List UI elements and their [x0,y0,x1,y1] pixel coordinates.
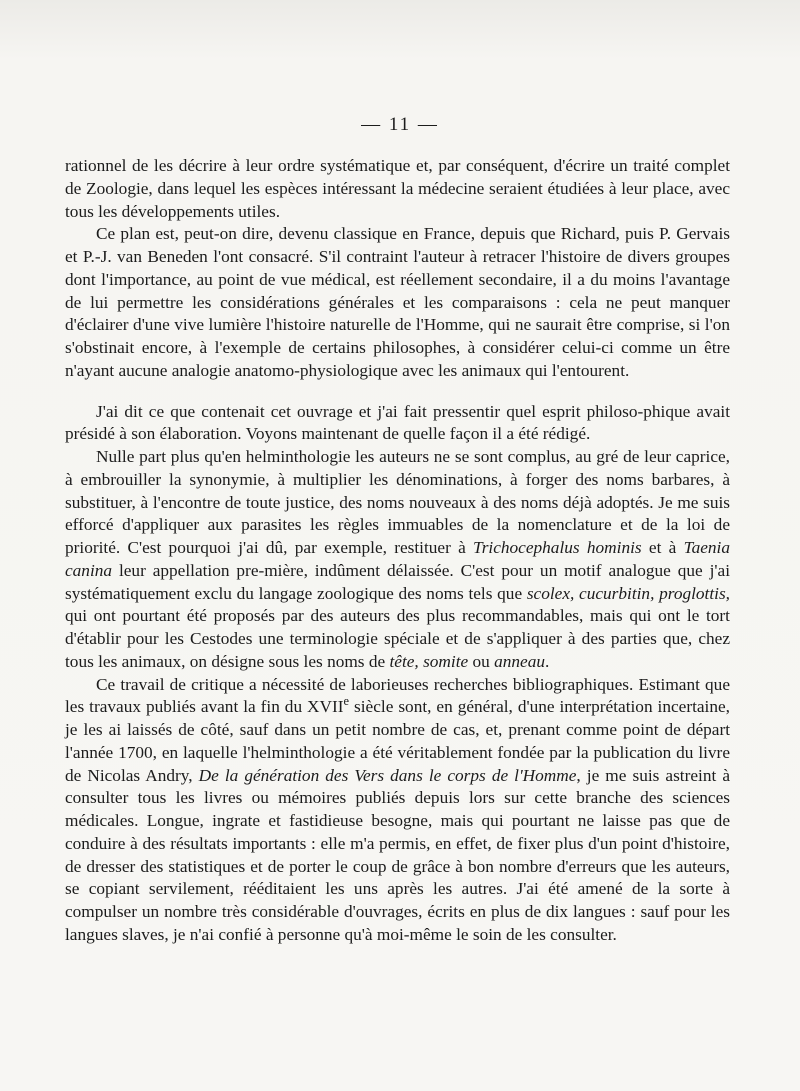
paragraph-4-text-b: et à [641,538,684,557]
italic-term-trichocephalus: Trichocephalus hominis [473,538,642,557]
italic-term-anneau: anneau [494,651,545,671]
paragraph-3: J'ai dit ce que contenait cet ouvrage et j'ai fait pressentir quel esprit philoso-phique avait présidé à son élaboration. Voyons maintenant de quelle façon il a été rédigé. [65,401,730,444]
italic-term-tete-somite: tête, somite [389,651,469,671]
italic-term-taenia: Taenia canina [65,538,730,580]
italic-book-title: De la génération des Vers dans le corps de l'Homme [198,765,577,785]
paragraph-5 [65,674,730,947]
paragraph-5-text-b: siècle sont, en général, d'une interprétation incertaine, je les ai laissés de côté, sauf dans un petit nombre de cas, et, prenant comme point de départ l'année 1700, en laquelle l'helminthologie a été véritablement fondée par la publication du livre de Nicolas Andry, [65,697,730,785]
paragraph-4-text-a: Nulle part plus qu'en helminthologie les auteurs ne se sont complus, au gré de leur caprice, à embrouiller la synonymie, à multiplier les dénominations, à forger des noms barbares, à substituer, à l'encontre de toute justice, des noms nouveaux à des noms déjà adoptés. Je me suis efforcé d'appliquer aux parasites les règles immuables de la nomenclature et de la loi de priorité. C'est pourquoi j'ai dû, par exemple, restituer à [65,447,730,557]
paragraph-4-text-d: qui ont pourtant été proposés par des auteurs des plus recommandables, mais qui ont le tort d'établir pour les Cestodes une terminologie spéciale et de s'appliquer à des parties que, chez tous les animaux, on désigne sous les noms de [65,606,730,671]
body-text [65,155,730,947]
page-number: — 11 — [361,114,439,135]
paragraph-4-text-c: leur appellation pre-mière, indûment délaissée. C'est pour un motif analogue que j'ai systématiquement exclu du langage zoologique des noms tels que [65,560,730,603]
italic-term-scolex: scolex, cucurbitin, proglottis, [526,583,730,603]
paragraph-2: Ce plan est, peut-on dire, devenu classique en France, depuis que Richard, puis P. Gervais et P.-J. van Beneden l'ont consacré. S'il contraint l'auteur à retracer l'histoire de divers groupes dont l'importance, au point de vue médical, est réellement secondaire, il a du moins l'avantage de lui permettre les considérations générales et les comparaisons : cela ne peut manquer d'éclairer d'une vive lumière l'histoire naturelle de l'Homme, qui ne saurait être comprise, si l'on s'obstinait encore, à l'exemple de certains philosophes, à considérer celui-ci comme un être n'ayant aucune analogie anatomo-physiologique avec les animaux qui l'entourent. [65,224,730,380]
paragraph-4-text-e: ou [468,651,495,671]
paragraph-4-text-f: . [544,651,550,671]
superscript-e: e [343,694,350,709]
paragraph-1: rationnel de les décrire à leur ordre systématique et, par conséquent, d'écrire un traité complet de Zoologie, dans lequel les espèces intéressant la médecine seraient étudiées à leur place, avec tous les développements utiles. [65,156,730,221]
paragraph-5-text-a: Ce travail de critique a nécessité de laborieuses recherches bibliographiques. Estimant que les travaux publiés avant la fin du XVII [65,674,730,717]
paragraph-5-text-c: , je me suis astreint à consulter tous les livres ou mémoires publiés depuis lors sur cette branche des sciences médicales. Longue, ingrate et fastidieuse besogne, mais qui pourtant ne laisse pas que de conduire à des résultats importants : elle m'a permis, en effet, de fixer plus d'un point d'histoire, de dresser des statistiques et de porter le coup de grâce à bon nombre d'erreurs que les auteurs, se copiant servilement, rééditaient les uns après les autres. J'ai été amené de la sorte à compulser un nombre très considérable d'ouvrages, écrits en plus de dix langues : sauf pour les langues slaves, je n'ai confié à personne qu'à moi-même le soin de les consulter. [65,765,730,944]
paragraph-4 [65,446,730,674]
